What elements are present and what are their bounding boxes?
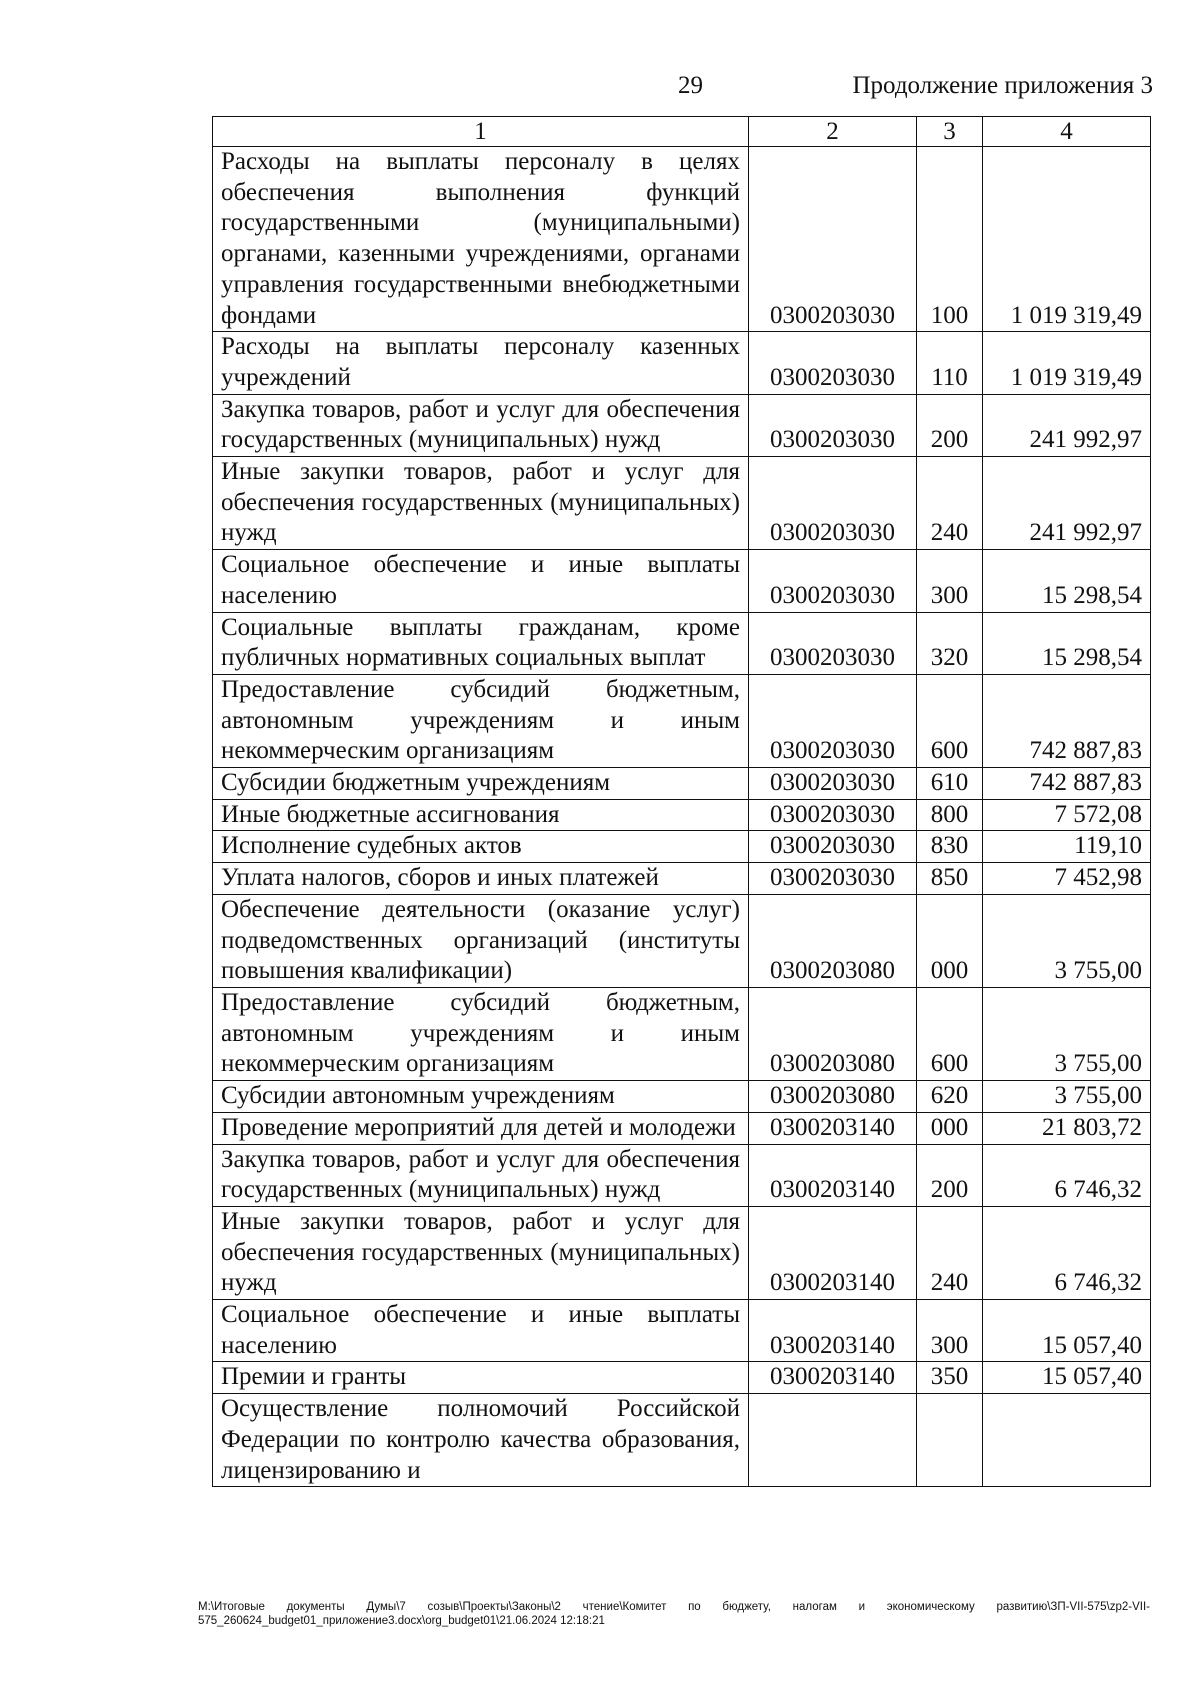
table-row — [213, 674, 1151, 767]
row-code-cell: 0300203080 — [749, 987, 917, 1080]
row-amount-cell: 7 572,08 — [983, 799, 1151, 831]
row-kind-cell: 300 — [917, 550, 983, 612]
row-name-cell: Предоставление субсидий бюджетным, автономным учреждениям и иным некоммерческим организациям — [213, 987, 749, 1080]
row-code-cell: 0300203080 — [749, 1081, 917, 1113]
row-code-cell: 0300203030 — [749, 550, 917, 612]
row-amount-cell: 241 992,97 — [983, 394, 1151, 456]
row-name-cell: Социальное обеспечение и иные выплаты населению — [213, 1300, 749, 1362]
table-row — [213, 768, 1151, 800]
footer-file-path: M:\Итоговые документы Думы\7 созыв\Проекты\Законы\2 чтение\Комитет по бюджету, налогам и экономическому развитию\ЗП-VII-575\zp2-VII-575_260624_budget01_приложение3.docx\org_budget01\21.06.2024 12:18:21 — [198, 1601, 1150, 1627]
row-name-cell: Проведение мероприятий для детей и молодежи — [213, 1112, 749, 1144]
row-amount-cell: 15 057,40 — [983, 1362, 1151, 1394]
row-kind-cell: 800 — [917, 799, 983, 831]
row-name-cell: Социальные выплаты гражданам, кроме публичных нормативных социальных выплат — [213, 612, 749, 674]
row-code-cell: 0300203140 — [749, 1362, 917, 1394]
row-code-cell: 0300203030 — [749, 768, 917, 800]
row-code-cell: 0300203140 — [749, 1144, 917, 1206]
row-name-cell: Обеспечение деятельности (оказание услуг) подведомственных организаций (институты повышения квалификации) — [213, 894, 749, 987]
row-kind-cell: 600 — [917, 674, 983, 767]
row-code-cell: 0300203030 — [749, 799, 917, 831]
row-kind-cell: 830 — [917, 831, 983, 863]
row-kind-cell: 620 — [917, 1081, 983, 1113]
row-code-cell: 0300203030 — [749, 394, 917, 456]
budget-table — [212, 116, 1151, 1487]
row-amount-cell: 15 057,40 — [983, 1300, 1151, 1362]
table-row — [213, 394, 1151, 456]
row-code-cell: 0300203080 — [749, 894, 917, 987]
row-amount-cell: 742 887,83 — [983, 674, 1151, 767]
table-row — [213, 1206, 1151, 1299]
row-name-cell: Иные закупки товаров, работ и услуг для обеспечения государственных (муниципальных) нужд — [213, 457, 749, 550]
row-code-cell: 0300203030 — [749, 457, 917, 550]
table-row — [213, 863, 1151, 895]
row-amount-cell: 1 019 319,49 — [983, 332, 1151, 394]
row-name-cell: Субсидии автономным учреждениям — [213, 1081, 749, 1113]
row-kind-cell: 320 — [917, 612, 983, 674]
row-amount-cell: 3 755,00 — [983, 1081, 1151, 1113]
continuation-title: Продолжение приложения 3 — [852, 72, 1153, 99]
page-number: 29 — [678, 72, 703, 99]
row-kind-cell: 110 — [917, 332, 983, 394]
table-row — [213, 799, 1151, 831]
row-amount-cell: 119,10 — [983, 831, 1151, 863]
row-amount-cell — [983, 1394, 1151, 1487]
row-kind-cell: 850 — [917, 863, 983, 895]
column-header-1: 1 — [213, 117, 749, 147]
row-name-cell: Расходы на выплаты персоналу казенных учреждений — [213, 332, 749, 394]
row-name-cell: Социальное обеспечение и иные выплаты населению — [213, 550, 749, 612]
row-code-cell: 0300203030 — [749, 147, 917, 332]
row-code-cell: 0300203140 — [749, 1300, 917, 1362]
row-amount-cell: 3 755,00 — [983, 987, 1151, 1080]
table-row — [213, 147, 1151, 332]
row-code-cell: 0300203030 — [749, 332, 917, 394]
row-name-cell: Закупка товаров, работ и услуг для обеспечения государственных (муниципальных) нужд — [213, 1144, 749, 1206]
row-amount-cell: 21 803,72 — [983, 1112, 1151, 1144]
row-name-cell: Расходы на выплаты персоналу в целях обеспечения выполнения функций государственными (муниципальными) органами, казенными учреждениями, органами управления государственными внебюджетными фондами — [213, 147, 749, 332]
row-code-cell: 0300203030 — [749, 863, 917, 895]
row-amount-cell: 15 298,54 — [983, 612, 1151, 674]
row-kind-cell — [917, 1394, 983, 1487]
row-amount-cell: 241 992,97 — [983, 457, 1151, 550]
row-kind-cell: 240 — [917, 1206, 983, 1299]
row-amount-cell: 6 746,32 — [983, 1206, 1151, 1299]
row-amount-cell: 742 887,83 — [983, 768, 1151, 800]
table-row — [213, 457, 1151, 550]
table-row — [213, 831, 1151, 863]
row-name-cell: Субсидии бюджетным учреждениям — [213, 768, 749, 800]
row-name-cell: Предоставление субсидий бюджетным, автономным учреждениям и иным некоммерческим организациям — [213, 674, 749, 767]
table-row — [213, 1112, 1151, 1144]
column-header-3: 3 — [917, 117, 983, 147]
row-kind-cell: 000 — [917, 1112, 983, 1144]
table-row — [213, 332, 1151, 394]
row-code-cell: 0300203030 — [749, 831, 917, 863]
row-kind-cell: 200 — [917, 394, 983, 456]
table-row — [213, 987, 1151, 1080]
row-name-cell: Иные бюджетные ассигнования — [213, 799, 749, 831]
row-code-cell — [749, 1394, 917, 1487]
row-code-cell: 0300203140 — [749, 1206, 917, 1299]
row-kind-cell: 610 — [917, 768, 983, 800]
table-row — [213, 1144, 1151, 1206]
row-code-cell: 0300203030 — [749, 674, 917, 767]
row-kind-cell: 350 — [917, 1362, 983, 1394]
row-kind-cell: 100 — [917, 147, 983, 332]
column-header-4: 4 — [983, 117, 1151, 147]
row-name-cell: Осуществление полномочий Российской Федерации по контролю качества образования, лицензированию и — [213, 1394, 749, 1487]
table-row — [213, 1362, 1151, 1394]
row-kind-cell: 200 — [917, 1144, 983, 1206]
row-amount-cell: 6 746,32 — [983, 1144, 1151, 1206]
row-code-cell: 0300203030 — [749, 612, 917, 674]
row-name-cell: Премии и гранты — [213, 1362, 749, 1394]
table-row — [213, 1394, 1151, 1487]
row-name-cell: Иные закупки товаров, работ и услуг для обеспечения государственных (муниципальных) нужд — [213, 1206, 749, 1299]
row-kind-cell: 000 — [917, 894, 983, 987]
table-header-row — [213, 117, 1151, 147]
row-name-cell: Исполнение судебных актов — [213, 831, 749, 863]
row-kind-cell: 600 — [917, 987, 983, 1080]
row-amount-cell: 3 755,00 — [983, 894, 1151, 987]
column-header-2: 2 — [749, 117, 917, 147]
row-name-cell: Уплата налогов, сборов и иных платежей — [213, 863, 749, 895]
row-name-cell: Закупка товаров, работ и услуг для обеспечения государственных (муниципальных) нужд — [213, 394, 749, 456]
table-row — [213, 550, 1151, 612]
table-row — [213, 1300, 1151, 1362]
table-row — [213, 1081, 1151, 1113]
table-row — [213, 894, 1151, 987]
row-kind-cell: 240 — [917, 457, 983, 550]
table-row — [213, 612, 1151, 674]
row-code-cell: 0300203140 — [749, 1112, 917, 1144]
row-amount-cell: 7 452,98 — [983, 863, 1151, 895]
row-amount-cell: 1 019 319,49 — [983, 147, 1151, 332]
row-kind-cell: 300 — [917, 1300, 983, 1362]
row-amount-cell: 15 298,54 — [983, 550, 1151, 612]
